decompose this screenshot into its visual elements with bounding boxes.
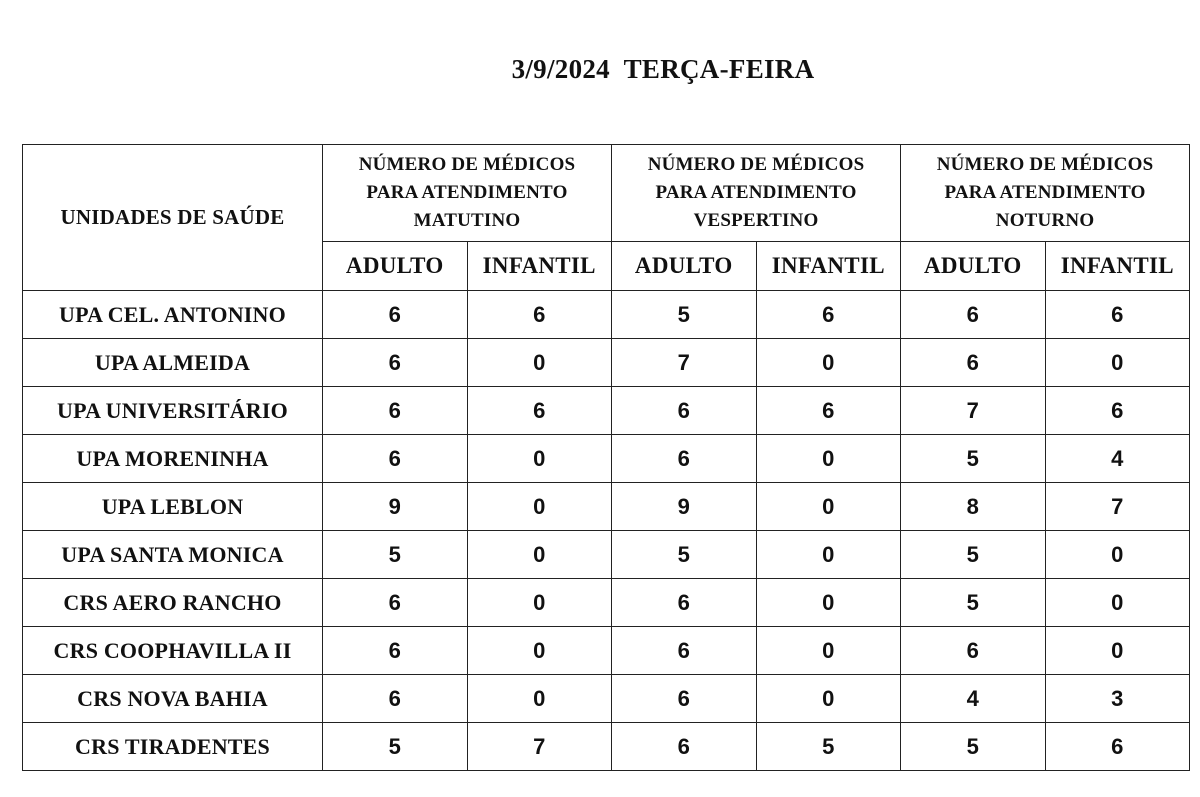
doctor-count-cell: 0	[756, 531, 901, 579]
doctor-count-cell: 6	[323, 435, 468, 483]
doctor-count-cell: 5	[901, 531, 1046, 579]
doctor-count-cell: 5	[323, 723, 468, 771]
doctor-count-cell: 0	[756, 579, 901, 627]
shift-header-line: PARA ATENDIMENTO	[655, 182, 857, 203]
shift-header-line: PARA ATENDIMENTO	[366, 182, 568, 203]
unit-name-cell: CRS COOPHAVILLA II	[23, 627, 323, 675]
doctor-count-cell: 6	[612, 627, 757, 675]
unit-name-cell: CRS TIRADENTES	[23, 723, 323, 771]
doctor-count-cell: 6	[323, 291, 468, 339]
doctor-count-cell: 6	[467, 387, 612, 435]
shift-header-morning	[323, 145, 612, 242]
unit-name-cell: CRS AERO RANCHO	[23, 579, 323, 627]
sub-header-child: INFANTIL	[756, 242, 901, 291]
doctor-count-cell: 0	[756, 435, 901, 483]
shift-header-line: PARA ATENDIMENTO	[944, 182, 1146, 203]
shift-header-line: MATUTINO	[413, 210, 521, 231]
doctor-count-cell: 0	[1045, 531, 1190, 579]
header-row-shifts	[23, 145, 1190, 242]
doctor-count-cell: 6	[1045, 387, 1190, 435]
doctor-count-cell: 9	[323, 483, 468, 531]
doctor-count-cell: 6	[467, 291, 612, 339]
unit-name-cell: UPA CEL. ANTONINO	[23, 291, 323, 339]
sub-header-child: INFANTIL	[1045, 242, 1190, 291]
table-row	[23, 531, 1190, 579]
table-row	[23, 675, 1190, 723]
doctor-count-cell: 0	[467, 435, 612, 483]
doctor-count-cell: 7	[467, 723, 612, 771]
doctor-count-cell: 0	[1045, 627, 1190, 675]
table-row	[23, 627, 1190, 675]
sub-header-child: INFANTIL	[467, 242, 612, 291]
shift-header-line: NÚMERO DE MÉDICOS	[936, 154, 1154, 175]
doctor-count-cell: 5	[756, 723, 901, 771]
doctor-count-cell: 6	[323, 675, 468, 723]
doctor-count-cell: 0	[467, 675, 612, 723]
doctor-count-cell: 6	[323, 579, 468, 627]
doctor-count-cell: 6	[323, 627, 468, 675]
doctor-count-cell: 0	[467, 483, 612, 531]
table-row	[23, 339, 1190, 387]
sub-header-adult: ADULTO	[323, 242, 468, 291]
doctor-count-cell: 6	[323, 387, 468, 435]
table-row	[23, 483, 1190, 531]
shift-header-line: NÚMERO DE MÉDICOS	[647, 154, 865, 175]
doctor-count-cell: 4	[1045, 435, 1190, 483]
doctor-count-cell: 6	[901, 627, 1046, 675]
doctor-count-cell: 0	[467, 531, 612, 579]
shift-header-line: NÚMERO DE MÉDICOS	[358, 154, 576, 175]
doctor-count-cell: 0	[756, 483, 901, 531]
doctor-count-cell: 6	[323, 339, 468, 387]
doctor-count-cell: 6	[756, 291, 901, 339]
table-row	[23, 579, 1190, 627]
unit-name-cell: UPA ALMEIDA	[23, 339, 323, 387]
unit-name-cell: CRS NOVA BAHIA	[23, 675, 323, 723]
doctor-count-cell: 3	[1045, 675, 1190, 723]
doctor-count-cell: 6	[612, 435, 757, 483]
doctor-count-cell: 0	[467, 339, 612, 387]
sub-header-adult: ADULTO	[612, 242, 757, 291]
doctor-count-cell: 5	[901, 723, 1046, 771]
doctor-count-cell: 0	[467, 627, 612, 675]
doctor-count-cell: 0	[756, 627, 901, 675]
doctor-count-cell: 0	[467, 579, 612, 627]
table-row	[23, 387, 1190, 435]
doctor-count-cell: 6	[612, 675, 757, 723]
table-row	[23, 435, 1190, 483]
table-row	[23, 291, 1190, 339]
document-title: 3/9/2024 TERÇA-FEIRA	[511, 54, 815, 84]
table-body	[23, 291, 1190, 771]
doctor-count-cell: 6	[901, 339, 1046, 387]
doctor-count-cell: 4	[901, 675, 1046, 723]
unit-name-cell: UPA SANTA MONICA	[23, 531, 323, 579]
doctor-count-cell: 5	[901, 579, 1046, 627]
shift-header-afternoon	[612, 145, 901, 242]
sub-header-adult: ADULTO	[901, 242, 1046, 291]
doctor-count-cell: 5	[901, 435, 1046, 483]
doctor-count-cell: 9	[612, 483, 757, 531]
shift-header-night	[901, 145, 1190, 242]
doctor-count-cell: 8	[901, 483, 1046, 531]
doctor-count-cell: 7	[1045, 483, 1190, 531]
doctor-count-cell: 6	[612, 723, 757, 771]
doctor-count-cell: 7	[901, 387, 1046, 435]
shift-header-line: NOTURNO	[995, 210, 1095, 231]
shift-header-line: VESPERTINO	[693, 210, 819, 231]
doctor-count-cell: 0	[756, 339, 901, 387]
doctor-count-cell: 0	[1045, 339, 1190, 387]
table-row	[23, 723, 1190, 771]
unit-name-cell: UPA LEBLON	[23, 483, 323, 531]
unit-name-cell: UPA UNIVERSITÁRIO	[23, 387, 323, 435]
unit-name-cell: UPA MORENINHA	[23, 435, 323, 483]
doctor-count-cell: 6	[901, 291, 1046, 339]
doctor-count-cell: 6	[612, 387, 757, 435]
doctor-count-cell: 5	[612, 291, 757, 339]
doctor-count-cell: 0	[1045, 579, 1190, 627]
doctor-count-cell: 6	[1045, 291, 1190, 339]
doctor-count-cell: 6	[612, 579, 757, 627]
doctor-count-cell: 5	[612, 531, 757, 579]
doctor-count-cell: 7	[612, 339, 757, 387]
doctor-count-cell: 6	[756, 387, 901, 435]
doctor-count-cell: 5	[323, 531, 468, 579]
doctor-count-cell: 6	[1045, 723, 1190, 771]
doctor-schedule-table	[22, 144, 1190, 771]
doctor-count-cell: 0	[756, 675, 901, 723]
unit-column-header: UNIDADES DE SAÚDE	[23, 145, 323, 291]
